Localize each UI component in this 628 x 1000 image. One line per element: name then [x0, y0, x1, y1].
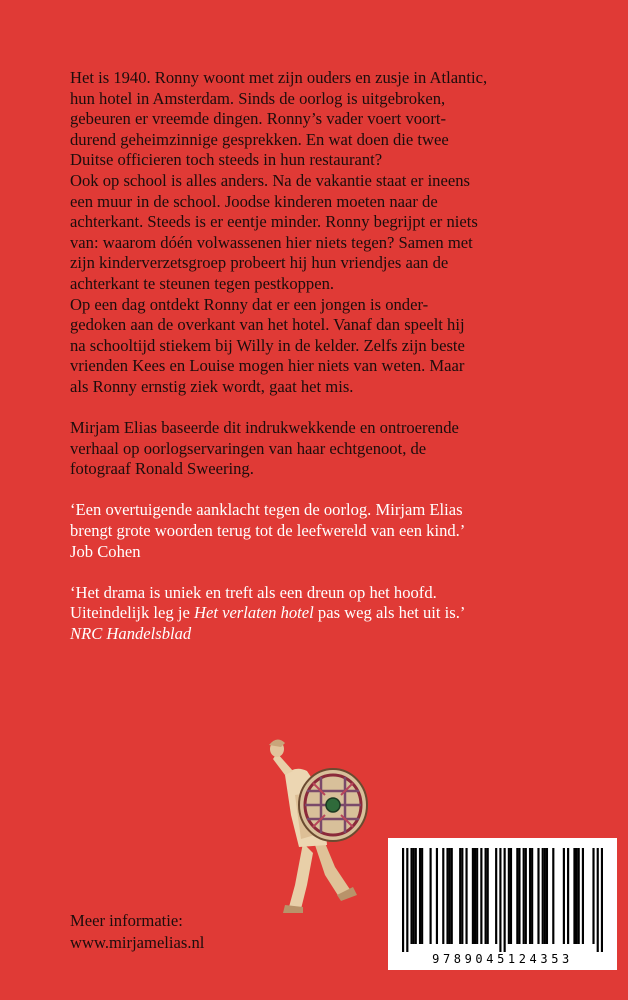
barcode-bar — [567, 848, 569, 944]
review-quote-1 — [70, 500, 610, 562]
barcode-bar — [446, 848, 448, 944]
more-info-label: Meer informatie: — [70, 911, 183, 930]
back-cover-blurb — [70, 68, 610, 645]
text-line: Duitse officieren toch steeds in hun restaurant? — [70, 150, 383, 170]
barcode-bar — [436, 848, 438, 944]
barcode-bar — [552, 848, 554, 944]
barcode-bar — [523, 848, 525, 944]
barcode-bars — [402, 848, 603, 952]
barcode-bar — [592, 848, 594, 944]
barcode-bar — [474, 848, 476, 944]
review-quote-2 — [70, 583, 610, 645]
barcode-bar — [485, 848, 487, 944]
barcode-bar — [546, 848, 548, 944]
barcode-bar — [442, 848, 444, 944]
isbn-barcode — [388, 838, 617, 970]
barcode-bar — [402, 848, 404, 952]
text-line: achterkant. Steeds is er eentje minder. Ronny begrijpt er niets — [70, 212, 478, 232]
barcode-bar — [480, 848, 482, 944]
figurine-leg — [289, 843, 313, 909]
book-title: Het verlaten hotel — [193, 603, 314, 623]
barcode-bar — [575, 848, 577, 944]
text-line: Mirjam Elias baseerde dit indrukwekkende en ontroerende — [70, 418, 459, 438]
text-line: verhaal op oorlogservaringen van haar echtgenoot, de — [70, 438, 427, 458]
barcode-bar — [582, 848, 584, 944]
barcode-bar — [601, 848, 603, 952]
barcode-bar — [476, 848, 478, 944]
text-line: gebeuren er vreemde dingen. Ronny’s vader voert voort- — [70, 109, 446, 129]
paragraph-1 — [70, 68, 610, 171]
quote-line: brengt grote woorden terug tot de leefwereld van een kind.’ — [70, 521, 466, 541]
barcode-bar — [430, 848, 432, 944]
quote-source: NRC Handelsblad — [70, 624, 192, 644]
barcode-bar — [421, 848, 423, 944]
barcode-bar — [563, 848, 565, 944]
barcode-bar — [529, 848, 531, 944]
quote-line-start: Uiteindelijk leg je — [70, 603, 194, 623]
barcode-bar — [415, 848, 417, 944]
barcode-bar — [419, 848, 421, 944]
barcode-bar — [578, 848, 580, 944]
barcode-bar — [508, 848, 510, 944]
text-line: hun hotel in Amsterdam. Sinds de oorlog is uitgebroken, — [70, 88, 446, 108]
isbn-number: 9789045124353 — [432, 952, 573, 966]
barcode-bar — [537, 848, 539, 944]
barcode-bar — [510, 848, 512, 944]
quote-line: ‘Het drama is uniek en treft als een dreun op het hoofd. — [70, 582, 437, 602]
barcode-bar — [406, 848, 408, 952]
figurine-leg — [315, 843, 351, 897]
barcode-bar — [542, 848, 544, 944]
paragraph-2 — [70, 171, 610, 295]
more-information — [70, 910, 204, 954]
text-line: van: waarom dóén volwassenen hier niets tegen? Samen met — [70, 232, 473, 252]
barcode-bar — [451, 848, 453, 944]
barcode-bar — [495, 848, 497, 944]
text-line: een muur in de school. Joodse kinderen moeten naar de — [70, 191, 438, 211]
author-note — [70, 418, 610, 480]
barcode-bar — [487, 848, 489, 944]
text-line: zijn kinderverzetsgroep probeert hij hun vriendjes aan de — [70, 253, 449, 273]
text-line: vrienden Kees en Louise mogen hier niets van weten. Maar — [70, 356, 465, 376]
barcode-bar — [544, 848, 546, 944]
barcode-bar — [459, 848, 461, 944]
text-line: Ook op school is alles anders. Na de vakantie staat er ineens — [70, 170, 470, 190]
barcode-bar — [525, 848, 527, 944]
barcode-bar — [472, 848, 474, 944]
barcode-bar — [413, 848, 415, 944]
barcode-bar — [573, 848, 575, 944]
barcode-bar — [449, 848, 451, 944]
barcode-bar — [410, 848, 412, 944]
barcode-bar — [531, 848, 533, 944]
barcode-bar — [461, 848, 463, 944]
quote-line-end: pas weg als het uit is.’ — [313, 603, 466, 623]
paragraph-3 — [70, 295, 610, 398]
text-line: fotograaf Ronald Sweering. — [70, 459, 254, 479]
text-line: na schooltijd stiekem bij Willy in de kelder. Zelfs zijn beste — [70, 335, 465, 355]
barcode-bar — [518, 848, 520, 944]
text-line: achterkant te steunen tegen pestkoppen. — [70, 273, 335, 293]
text-line: gedoken aan de overkant van het hotel. Vanaf dan speelt hij — [70, 315, 465, 335]
barcode-bar — [504, 848, 506, 952]
text-line: als Ronny ernstig ziek wordt, gaat het mis. — [70, 376, 354, 396]
text-line: Het is 1940. Ronny woont met zijn ouders en zusje in Atlantic, — [70, 68, 488, 87]
quote-line: ‘Een overtuigende aanklacht tegen de oorlog. Mirjam Elias — [70, 500, 463, 520]
website-link[interactable]: www.mirjamelias.nl — [70, 933, 205, 952]
barcode-bar — [499, 848, 501, 952]
barcode-bar — [597, 848, 599, 952]
knight-figurine-image — [255, 735, 375, 915]
quote-source: Job Cohen — [70, 541, 141, 561]
shield-boss — [326, 798, 340, 812]
text-line: durend geheimzinnige gesprekken. En wat doen die twee — [70, 129, 449, 149]
barcode-bar — [465, 848, 467, 944]
text-line: Op een dag ontdekt Ronny dat er een jongen is onder- — [70, 294, 429, 314]
barcode-bar — [516, 848, 518, 944]
